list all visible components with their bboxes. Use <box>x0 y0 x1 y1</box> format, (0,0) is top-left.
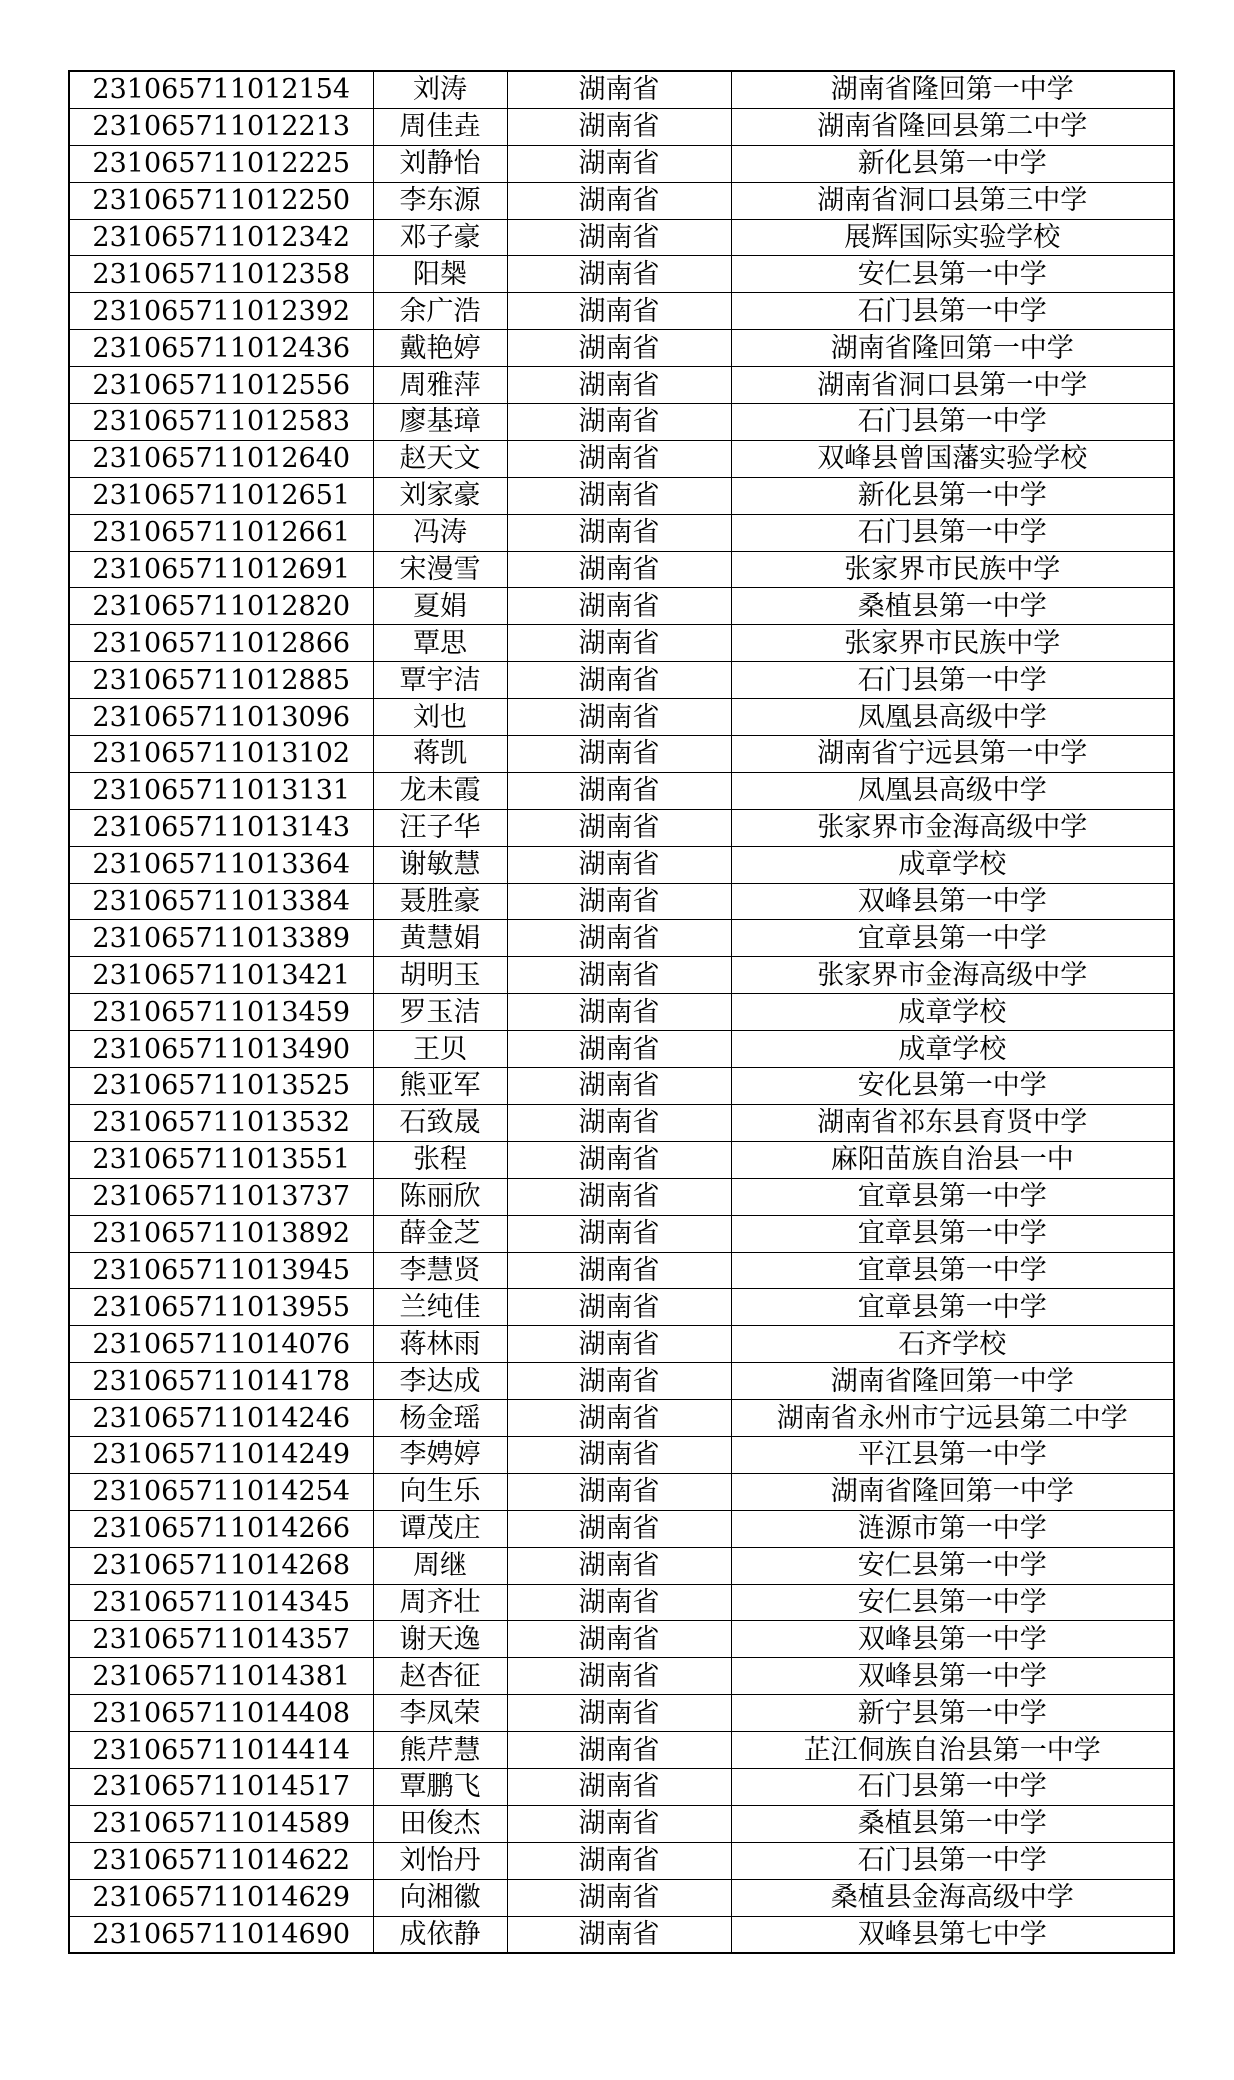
province-cell: 湖南省 <box>507 256 731 293</box>
student-id-cell: 231065711014589 <box>69 1805 373 1842</box>
table-row <box>69 514 1174 551</box>
table-row <box>69 1400 1174 1437</box>
student-name-cell: 冯涛 <box>373 514 507 551</box>
table-row <box>69 440 1174 477</box>
student-id-cell: 231065711012556 <box>69 367 373 404</box>
student-name-cell: 蒋凯 <box>373 736 507 773</box>
table-row <box>69 625 1174 662</box>
province-cell: 湖南省 <box>507 1658 731 1695</box>
student-name-cell: 兰纯佳 <box>373 1289 507 1326</box>
student-name-cell: 李凤荣 <box>373 1695 507 1732</box>
school-cell: 麻阳苗族自治县一中 <box>731 1141 1174 1178</box>
student-name-cell: 胡明玉 <box>373 957 507 994</box>
student-name-cell: 汪子华 <box>373 809 507 846</box>
province-cell: 湖南省 <box>507 1104 731 1141</box>
student-id-cell: 231065711012661 <box>69 514 373 551</box>
student-name-cell: 蒋林雨 <box>373 1326 507 1363</box>
province-cell: 湖南省 <box>507 809 731 846</box>
table-row <box>69 219 1174 256</box>
school-cell: 双峰县第一中学 <box>731 883 1174 920</box>
province-cell: 湖南省 <box>507 404 731 441</box>
province-cell: 湖南省 <box>507 1842 731 1879</box>
student-name-cell: 向湘徽 <box>373 1879 507 1916</box>
student-name-cell: 田俊杰 <box>373 1805 507 1842</box>
school-cell: 石门县第一中学 <box>731 293 1174 330</box>
student-name-cell: 谢天逸 <box>373 1621 507 1658</box>
table-row <box>69 1104 1174 1141</box>
school-cell: 宜章县第一中学 <box>731 1252 1174 1289</box>
table-row <box>69 182 1174 219</box>
school-cell: 成章学校 <box>731 1031 1174 1068</box>
table-row <box>69 1510 1174 1547</box>
table-row <box>69 1658 1174 1695</box>
province-cell: 湖南省 <box>507 736 731 773</box>
province-cell: 湖南省 <box>507 920 731 957</box>
student-name-cell: 李东源 <box>373 182 507 219</box>
student-id-cell: 231065711012213 <box>69 108 373 145</box>
school-cell: 平江县第一中学 <box>731 1436 1174 1473</box>
province-cell: 湖南省 <box>507 662 731 699</box>
table-row <box>69 1252 1174 1289</box>
student-name-cell: 刘静怡 <box>373 145 507 182</box>
table-row <box>69 1584 1174 1621</box>
student-name-cell: 刘家豪 <box>373 477 507 514</box>
school-cell: 凤凰县高级中学 <box>731 699 1174 736</box>
student-id-cell: 231065711014357 <box>69 1621 373 1658</box>
table-row <box>69 108 1174 145</box>
student-id-cell: 231065711013096 <box>69 699 373 736</box>
province-cell: 湖南省 <box>507 1473 731 1510</box>
table-row <box>69 404 1174 441</box>
province-cell: 湖南省 <box>507 1916 731 1953</box>
student-name-cell: 周齐壮 <box>373 1584 507 1621</box>
province-cell: 湖南省 <box>507 182 731 219</box>
student-id-cell: 231065711014178 <box>69 1363 373 1400</box>
table-row <box>69 809 1174 846</box>
student-id-cell: 231065711014622 <box>69 1842 373 1879</box>
table-row <box>69 1289 1174 1326</box>
province-cell: 湖南省 <box>507 699 731 736</box>
student-name-cell: 向生乐 <box>373 1473 507 1510</box>
student-id-cell: 231065711014414 <box>69 1732 373 1769</box>
table-row <box>69 256 1174 293</box>
student-name-cell: 黄慧娟 <box>373 920 507 957</box>
province-cell: 湖南省 <box>507 1547 731 1584</box>
school-cell: 宜章县第一中学 <box>731 920 1174 957</box>
table-row <box>69 477 1174 514</box>
student-id-cell: 231065711012436 <box>69 330 373 367</box>
student-name-cell: 邓子豪 <box>373 219 507 256</box>
student-id-cell: 231065711013551 <box>69 1141 373 1178</box>
school-cell: 安化县第一中学 <box>731 1068 1174 1105</box>
school-cell: 湖南省隆回第一中学 <box>731 330 1174 367</box>
student-id-cell: 231065711013364 <box>69 846 373 883</box>
student-name-cell: 赵杏征 <box>373 1658 507 1695</box>
school-cell: 双峰县曾国藩实验学校 <box>731 440 1174 477</box>
student-name-cell: 石致晟 <box>373 1104 507 1141</box>
province-cell: 湖南省 <box>507 994 731 1031</box>
student-name-cell: 赵天文 <box>373 440 507 477</box>
student-name-cell: 刘涛 <box>373 71 507 108</box>
table-row <box>69 145 1174 182</box>
student-id-cell: 231065711012691 <box>69 551 373 588</box>
table-row <box>69 1363 1174 1400</box>
school-cell: 新宁县第一中学 <box>731 1695 1174 1732</box>
student-id-cell: 231065711013143 <box>69 809 373 846</box>
student-id-cell: 231065711012820 <box>69 588 373 625</box>
student-name-cell: 宋漫雪 <box>373 551 507 588</box>
school-cell: 新化县第一中学 <box>731 145 1174 182</box>
student-id-cell: 231065711012885 <box>69 662 373 699</box>
student-id-cell: 231065711012250 <box>69 182 373 219</box>
student-id-cell: 231065711012358 <box>69 256 373 293</box>
province-cell: 湖南省 <box>507 1805 731 1842</box>
student-id-cell: 231065711012651 <box>69 477 373 514</box>
student-id-cell: 231065711013384 <box>69 883 373 920</box>
student-id-cell: 231065711014266 <box>69 1510 373 1547</box>
school-cell: 宜章县第一中学 <box>731 1215 1174 1252</box>
table-row <box>69 772 1174 809</box>
student-name-cell: 戴艳婷 <box>373 330 507 367</box>
school-cell: 新化县第一中学 <box>731 477 1174 514</box>
province-cell: 湖南省 <box>507 625 731 662</box>
student-id-cell: 231065711014408 <box>69 1695 373 1732</box>
student-id-cell: 231065711013532 <box>69 1104 373 1141</box>
school-cell: 张家界市民族中学 <box>731 551 1174 588</box>
student-name-cell: 廖基璋 <box>373 404 507 441</box>
student-name-cell: 刘怡丹 <box>373 1842 507 1879</box>
school-cell: 湖南省祁东县育贤中学 <box>731 1104 1174 1141</box>
province-cell: 湖南省 <box>507 1178 731 1215</box>
table-row <box>69 1732 1174 1769</box>
school-cell: 石门县第一中学 <box>731 1842 1174 1879</box>
school-cell: 芷江侗族自治县第一中学 <box>731 1732 1174 1769</box>
student-id-cell: 231065711013102 <box>69 736 373 773</box>
school-cell: 宜章县第一中学 <box>731 1289 1174 1326</box>
table-row <box>69 1916 1174 1953</box>
province-cell: 湖南省 <box>507 219 731 256</box>
school-cell: 湖南省洞口县第三中学 <box>731 182 1174 219</box>
school-cell: 石门县第一中学 <box>731 662 1174 699</box>
table-row <box>69 1068 1174 1105</box>
student-id-cell: 231065711014246 <box>69 1400 373 1437</box>
student-name-cell: 覃鹏飞 <box>373 1768 507 1805</box>
province-cell: 湖南省 <box>507 1584 731 1621</box>
student-name-cell: 周雅萍 <box>373 367 507 404</box>
student-name-cell: 杨金瑶 <box>373 1400 507 1437</box>
student-id-cell: 231065711012154 <box>69 71 373 108</box>
student-id-cell: 231065711014254 <box>69 1473 373 1510</box>
table-row <box>69 1436 1174 1473</box>
school-cell: 张家界市民族中学 <box>731 625 1174 662</box>
student-name-cell: 阳椝 <box>373 256 507 293</box>
province-cell: 湖南省 <box>507 551 731 588</box>
student-name-cell: 龙未霞 <box>373 772 507 809</box>
table-row <box>69 330 1174 367</box>
province-cell: 湖南省 <box>507 1326 731 1363</box>
province-cell: 湖南省 <box>507 1510 731 1547</box>
table-row <box>69 551 1174 588</box>
student-name-cell: 覃思 <box>373 625 507 662</box>
student-id-cell: 231065711012225 <box>69 145 373 182</box>
student-name-cell: 张程 <box>373 1141 507 1178</box>
student-id-cell: 231065711013945 <box>69 1252 373 1289</box>
student-name-cell: 覃宇洁 <box>373 662 507 699</box>
table-row <box>69 1326 1174 1363</box>
school-cell: 张家界市金海高级中学 <box>731 809 1174 846</box>
school-cell: 湖南省隆回第一中学 <box>731 1363 1174 1400</box>
school-cell: 安仁县第一中学 <box>731 1547 1174 1584</box>
table-row <box>69 1178 1174 1215</box>
student-name-cell: 熊亚军 <box>373 1068 507 1105</box>
student-id-cell: 231065711013459 <box>69 994 373 1031</box>
province-cell: 湖南省 <box>507 957 731 994</box>
table-row <box>69 1621 1174 1658</box>
student-id-cell: 231065711013389 <box>69 920 373 957</box>
table-row <box>69 1695 1174 1732</box>
school-cell: 安仁县第一中学 <box>731 1584 1174 1621</box>
student-id-cell: 231065711014690 <box>69 1916 373 1953</box>
school-cell: 涟源市第一中学 <box>731 1510 1174 1547</box>
school-cell: 双峰县第七中学 <box>731 1916 1174 1953</box>
school-cell: 石齐学校 <box>731 1326 1174 1363</box>
student-name-cell: 成依静 <box>373 1916 507 1953</box>
student-name-cell: 聂胜豪 <box>373 883 507 920</box>
table-row <box>69 883 1174 920</box>
school-cell: 双峰县第一中学 <box>731 1658 1174 1695</box>
table-row <box>69 1141 1174 1178</box>
province-cell: 湖南省 <box>507 846 731 883</box>
province-cell: 湖南省 <box>507 293 731 330</box>
province-cell: 湖南省 <box>507 108 731 145</box>
school-cell: 安仁县第一中学 <box>731 256 1174 293</box>
student-id-cell: 231065711013131 <box>69 772 373 809</box>
student-name-cell: 熊芹慧 <box>373 1732 507 1769</box>
table-row <box>69 1805 1174 1842</box>
student-id-cell: 231065711012342 <box>69 219 373 256</box>
table-row <box>69 293 1174 330</box>
table-row <box>69 699 1174 736</box>
province-cell: 湖南省 <box>507 1621 731 1658</box>
student-id-cell: 231065711014381 <box>69 1658 373 1695</box>
student-id-cell: 231065711013892 <box>69 1215 373 1252</box>
province-cell: 湖南省 <box>507 477 731 514</box>
student-id-cell: 231065711014249 <box>69 1436 373 1473</box>
table-row <box>69 588 1174 625</box>
student-id-cell: 231065711014268 <box>69 1547 373 1584</box>
school-cell: 展辉国际实验学校 <box>731 219 1174 256</box>
table-row <box>69 957 1174 994</box>
student-name-cell: 李慧贤 <box>373 1252 507 1289</box>
school-cell: 湖南省隆回第一中学 <box>731 71 1174 108</box>
student-id-cell: 231065711012866 <box>69 625 373 662</box>
province-cell: 湖南省 <box>507 1068 731 1105</box>
school-cell: 桑植县第一中学 <box>731 1805 1174 1842</box>
table-row <box>69 71 1174 108</box>
school-cell: 宜章县第一中学 <box>731 1178 1174 1215</box>
table-row <box>69 920 1174 957</box>
province-cell: 湖南省 <box>507 514 731 551</box>
student-id-cell: 231065711014076 <box>69 1326 373 1363</box>
school-cell: 成章学校 <box>731 846 1174 883</box>
table-row <box>69 736 1174 773</box>
table-row <box>69 1547 1174 1584</box>
province-cell: 湖南省 <box>507 1252 731 1289</box>
school-cell: 湖南省永州市宁远县第二中学 <box>731 1400 1174 1437</box>
student-name-cell: 薛金芝 <box>373 1215 507 1252</box>
student-id-cell: 231065711014629 <box>69 1879 373 1916</box>
province-cell: 湖南省 <box>507 883 731 920</box>
student-name-cell: 罗玉洁 <box>373 994 507 1031</box>
province-cell: 湖南省 <box>507 1215 731 1252</box>
student-id-cell: 231065711013421 <box>69 957 373 994</box>
table-row <box>69 662 1174 699</box>
province-cell: 湖南省 <box>507 1400 731 1437</box>
province-cell: 湖南省 <box>507 145 731 182</box>
province-cell: 湖南省 <box>507 772 731 809</box>
table-row <box>69 1879 1174 1916</box>
student-id-cell: 231065711013490 <box>69 1031 373 1068</box>
school-cell: 石门县第一中学 <box>731 514 1174 551</box>
school-cell: 湖南省宁远县第一中学 <box>731 736 1174 773</box>
student-id-cell: 231065711013955 <box>69 1289 373 1326</box>
province-cell: 湖南省 <box>507 71 731 108</box>
school-cell: 湖南省洞口县第一中学 <box>731 367 1174 404</box>
province-cell: 湖南省 <box>507 1695 731 1732</box>
province-cell: 湖南省 <box>507 1141 731 1178</box>
student-name-cell: 李达成 <box>373 1363 507 1400</box>
province-cell: 湖南省 <box>507 1879 731 1916</box>
table-row <box>69 846 1174 883</box>
school-cell: 石门县第一中学 <box>731 404 1174 441</box>
school-cell: 湖南省隆回县第二中学 <box>731 108 1174 145</box>
province-cell: 湖南省 <box>507 440 731 477</box>
student-id-cell: 231065711012583 <box>69 404 373 441</box>
table-row <box>69 367 1174 404</box>
province-cell: 湖南省 <box>507 1289 731 1326</box>
student-id-cell: 231065711014517 <box>69 1768 373 1805</box>
student-name-cell: 夏娟 <box>373 588 507 625</box>
school-cell: 张家界市金海高级中学 <box>731 957 1174 994</box>
school-cell: 桑植县金海高级中学 <box>731 1879 1174 1916</box>
school-cell: 石门县第一中学 <box>731 1768 1174 1805</box>
student-id-cell: 231065711014345 <box>69 1584 373 1621</box>
province-cell: 湖南省 <box>507 1768 731 1805</box>
school-cell: 湖南省隆回第一中学 <box>731 1473 1174 1510</box>
school-cell: 双峰县第一中学 <box>731 1621 1174 1658</box>
province-cell: 湖南省 <box>507 1732 731 1769</box>
student-name-cell: 周佳垚 <box>373 108 507 145</box>
student-name-cell: 周继 <box>373 1547 507 1584</box>
roster-body <box>69 71 1174 1953</box>
province-cell: 湖南省 <box>507 588 731 625</box>
student-id-cell: 231065711013737 <box>69 1178 373 1215</box>
student-name-cell: 谭茂庄 <box>373 1510 507 1547</box>
school-cell: 成章学校 <box>731 994 1174 1031</box>
student-name-cell: 刘也 <box>373 699 507 736</box>
table-row <box>69 1215 1174 1252</box>
student-id-cell: 231065711013525 <box>69 1068 373 1105</box>
table-row <box>69 1842 1174 1879</box>
student-name-cell: 谢敏慧 <box>373 846 507 883</box>
student-id-cell: 231065711012392 <box>69 293 373 330</box>
student-name-cell: 陈丽欣 <box>373 1178 507 1215</box>
school-cell: 桑植县第一中学 <box>731 588 1174 625</box>
student-name-cell: 余广浩 <box>373 293 507 330</box>
province-cell: 湖南省 <box>507 1031 731 1068</box>
province-cell: 湖南省 <box>507 1363 731 1400</box>
student-id-cell: 231065711012640 <box>69 440 373 477</box>
table-row <box>69 994 1174 1031</box>
province-cell: 湖南省 <box>507 1436 731 1473</box>
student-name-cell: 王贝 <box>373 1031 507 1068</box>
school-cell: 凤凰县高级中学 <box>731 772 1174 809</box>
student-roster-table <box>68 70 1175 1954</box>
student-name-cell: 李娉婷 <box>373 1436 507 1473</box>
table-row <box>69 1768 1174 1805</box>
table-row <box>69 1473 1174 1510</box>
province-cell: 湖南省 <box>507 330 731 367</box>
province-cell: 湖南省 <box>507 367 731 404</box>
table-row <box>69 1031 1174 1068</box>
